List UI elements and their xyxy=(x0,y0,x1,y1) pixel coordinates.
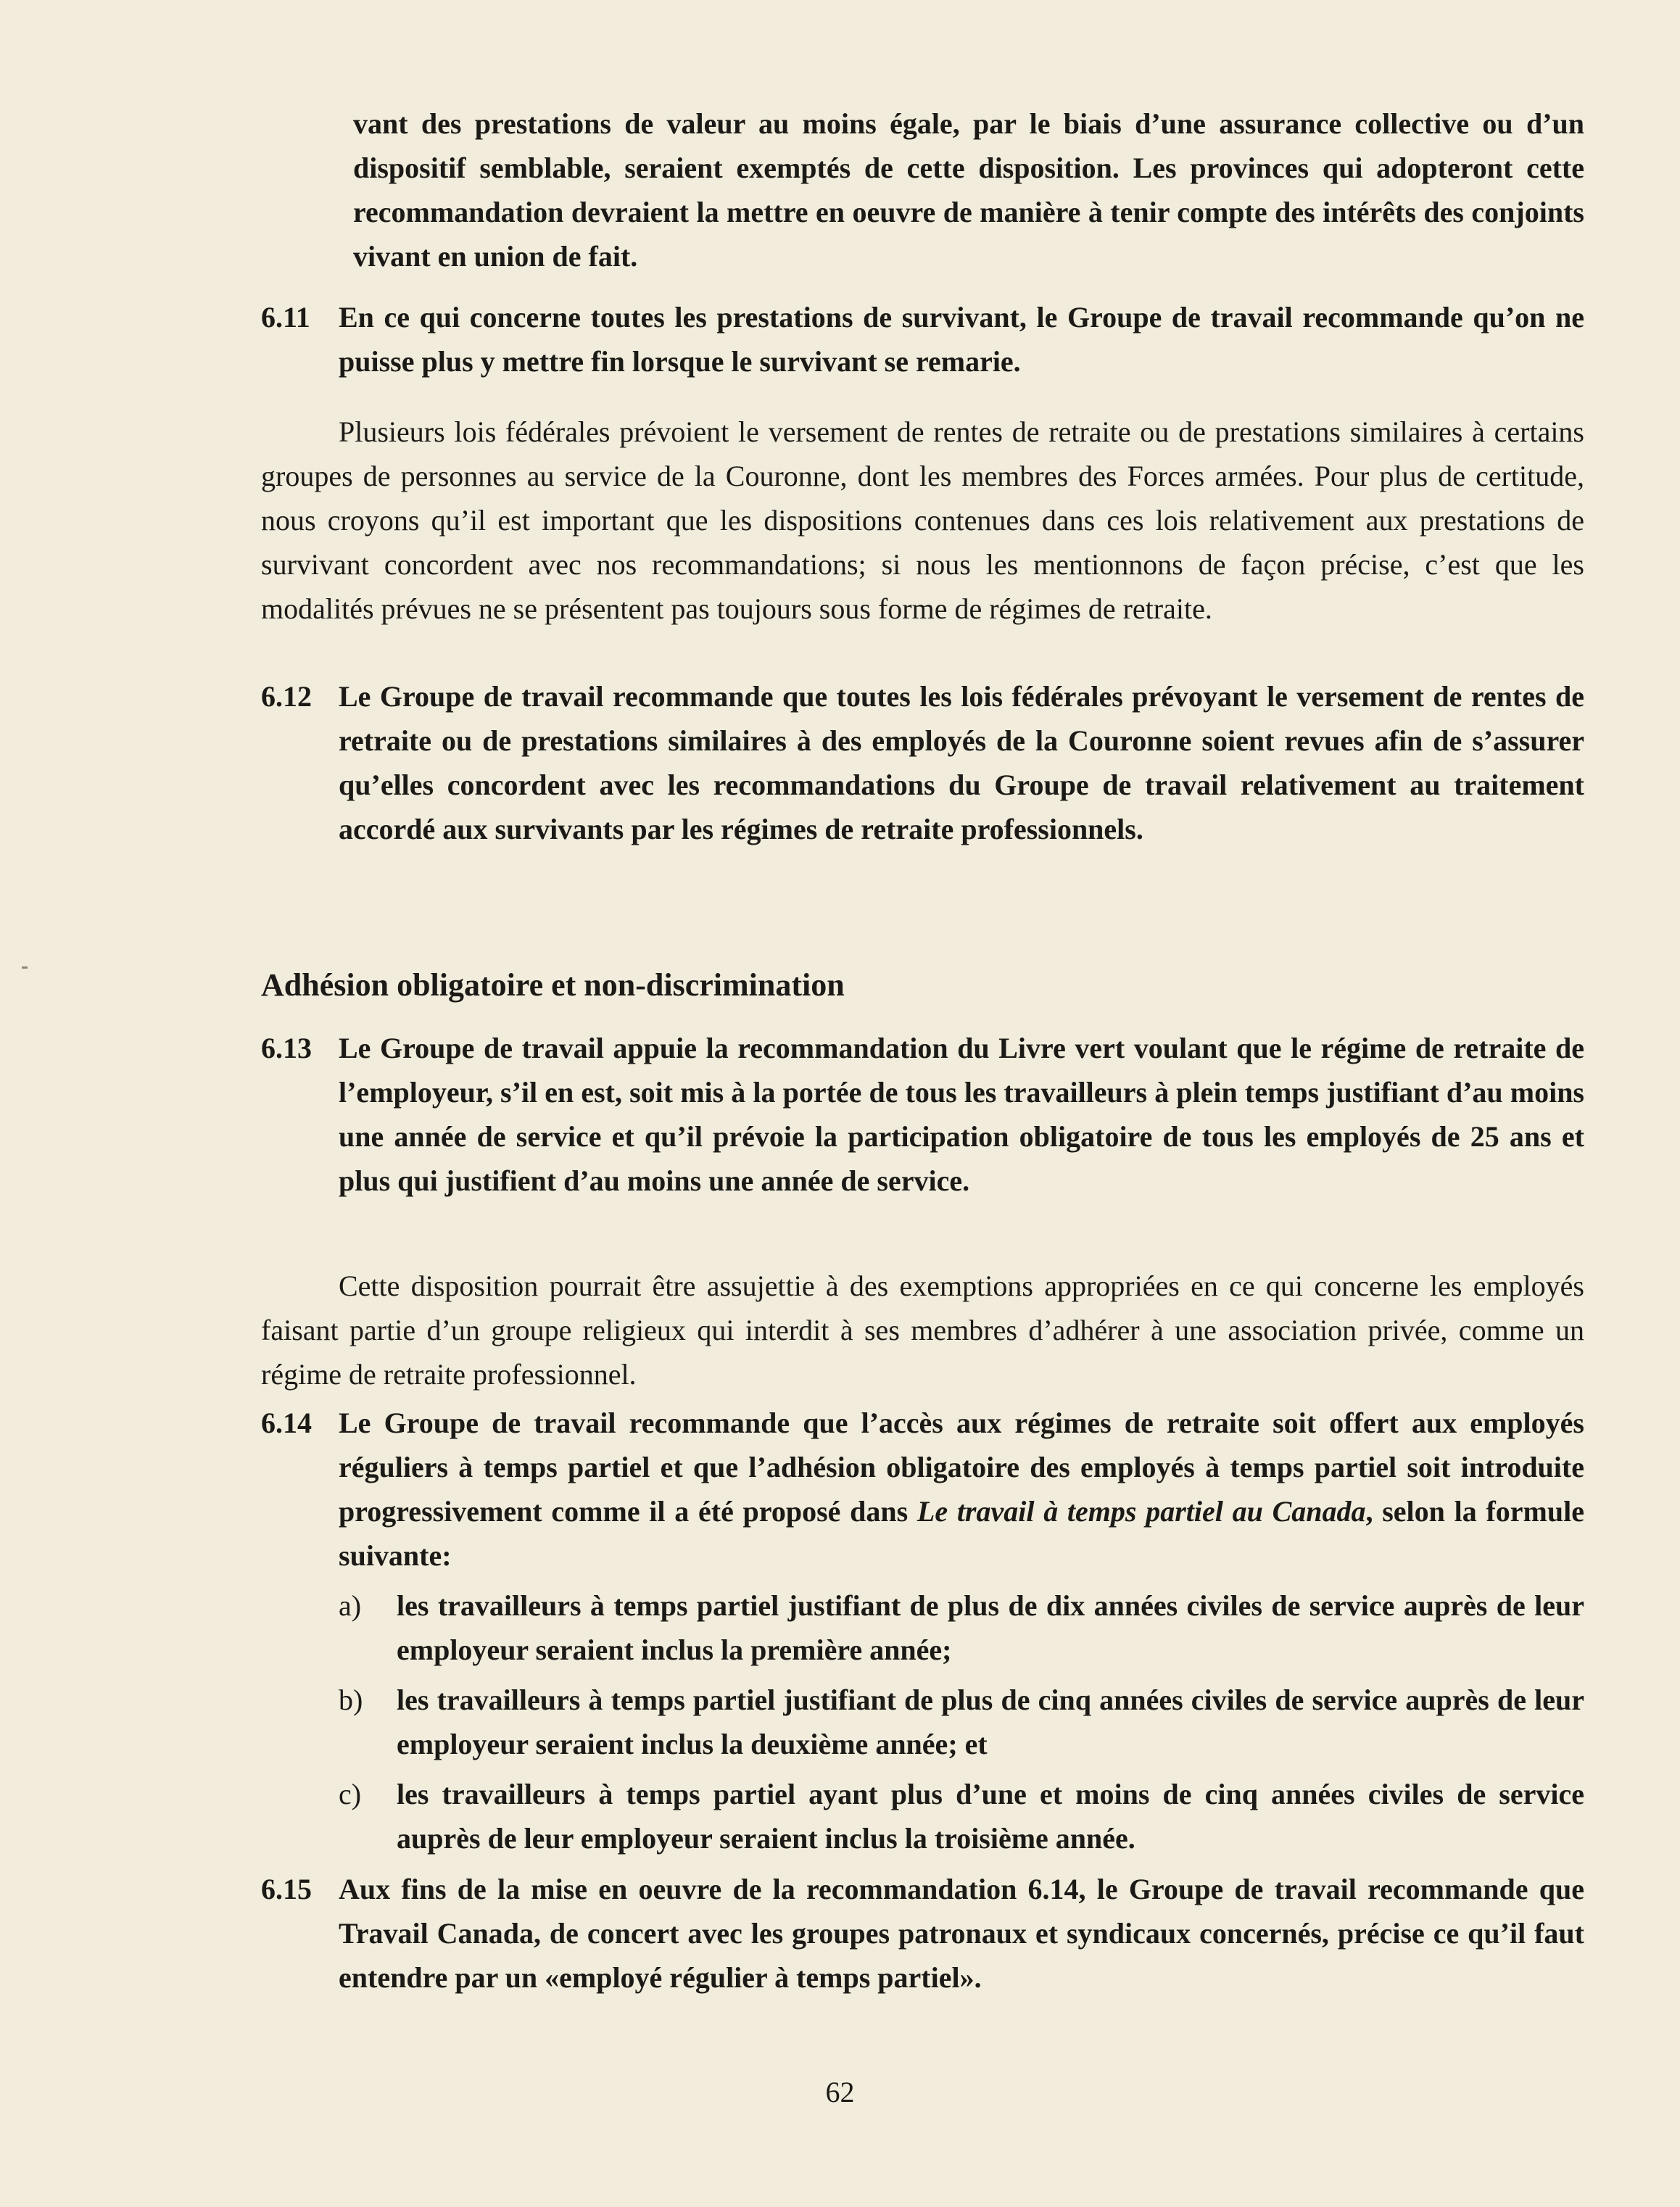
heading-text: Adhésion obligatoire et non-discrimination xyxy=(261,967,845,1003)
recommendation-text: Le Groupe de travail recommande que toutes les lois fédérales prévoyant le versement de rentes de retraite ou de prestations similaires à des employés de la Couronne soient revues afin de s’assurer qu’elles concordent avec les recommandations du Groupe de travail relativement au traitement accordé aux survivants par les régimes de retraite professionnels. xyxy=(339,680,1584,845)
list-item-text: les travailleurs à temps partiel justifiant de plus de dix années civiles de service auprès de leur employeur seraient inclus la première année; xyxy=(397,1589,1584,1666)
scan-mark xyxy=(22,966,28,969)
recommendation-6-14 xyxy=(261,1401,1584,1860)
recommendation-text: Aux fins de la mise en oeuvre de la recommandation 6.14, le Groupe de travail recommande que Travail Canada, de concert avec les groupes patronaux et syndicaux concernés, précise ce qu’il faut entendre par un «employé régulier à temps partiel». xyxy=(339,1873,1584,1994)
recommendation-text: Le Groupe de travail recommande que l’accès aux régimes de retraite soit offert aux employés réguliers à temps partiel et que l’adhésion obligatoire des employés à temps partiel soit introduite progressivement comme il a été proposé dans xyxy=(339,1407,1584,1528)
recommendation-number: 6.14 xyxy=(261,1407,312,1439)
recommendation-text: Le Groupe de travail appuie la recommandation du Livre vert voulant que le régime de retraite de l’employeur, s’il en est, soit mis à la portée de tous les travailleurs à plein temps justifiant d’au moins une année de service et qu’il prévoie la participation obligatoire de tous les employés de 25 ans et plus qui justifient d’au moins une année de service. xyxy=(339,1032,1584,1197)
section-heading xyxy=(261,963,1584,1007)
paragraph-exemptions xyxy=(261,1264,1584,1396)
recommendation-6-15 xyxy=(261,1867,1584,2000)
recommendation-number: 6.15 xyxy=(261,1873,312,1905)
continued-paragraph: vant des prestations de valeur au moins égale, par le biais d’une assurance collective ou d’un dispositif semblable, seraient exemptés de cette disposition. Les provinces qui adopteront cette recommandation devraient la mettre en oeuvre de manière à tenir compte des intérêts des conjoints vivant en union de fait. xyxy=(353,107,1584,273)
page-number: 62 xyxy=(825,2076,855,2108)
recommendation-number: 6.13 xyxy=(261,1032,312,1064)
recommendation-number: 6.12 xyxy=(261,680,312,713)
body-paragraph: Plusieurs lois fédérales prévoient le versement de rentes de retraite ou de prestations similaires à certains groupes de personnes au service de la Couronne, dont les membres des Forces armées. Pour plus de certitude, nous croyons qu’il est important que les dispositions contenues dans ces lois relativement aux prestations de survivant concordent avec nos recommandations; si nous les mentionnons de façon précise, c’est que les modalités prévues ne se présentent pas toujours sous forme de régimes de retraite. xyxy=(261,415,1584,625)
list-item-text: les travailleurs à temps partiel justifiant de plus de cinq années civiles de service auprès de leur employeur seraient inclus la deuxième année; et xyxy=(397,1684,1584,1760)
list-item-text: les travailleurs à temps partiel ayant plus d’une et moins de cinq années civiles de service auprès de leur employeur seraient inclus la troisième année. xyxy=(397,1778,1584,1855)
recommendation-text: En ce qui concerne toutes les prestations de survivant, le Groupe de travail recommande qu’on ne puisse plus y mettre fin lorsque le survivant se remarie. xyxy=(339,301,1584,378)
list-letter: b) xyxy=(339,1684,363,1716)
list-letter: c) xyxy=(339,1778,362,1810)
recommendation-number: 6.11 xyxy=(261,301,310,334)
recommendation-text-end: , selon la formule suivante: xyxy=(339,1495,1584,1572)
recommendation-6-13 xyxy=(261,1026,1584,1203)
paragraph-federal-laws xyxy=(261,410,1584,631)
list-item-b xyxy=(261,1678,1584,1766)
list-item-a xyxy=(261,1583,1584,1672)
italic-title: Le travail à temps partiel au Canada xyxy=(916,1495,1366,1528)
recommendation-6-12 xyxy=(261,674,1584,851)
text-block-continuation xyxy=(261,102,1584,278)
list-item-c xyxy=(261,1772,1584,1860)
body-paragraph: Cette disposition pourrait être assujettie à des exemptions appropriées en ce qui concerne les employés faisant partie d’un groupe religieux qui interdit à ses membres d’adhérer à une association privée, comme un régime de retraite professionnel. xyxy=(261,1270,1584,1391)
recommendation-6-11 xyxy=(261,295,1584,384)
list-letter: a) xyxy=(339,1589,362,1622)
